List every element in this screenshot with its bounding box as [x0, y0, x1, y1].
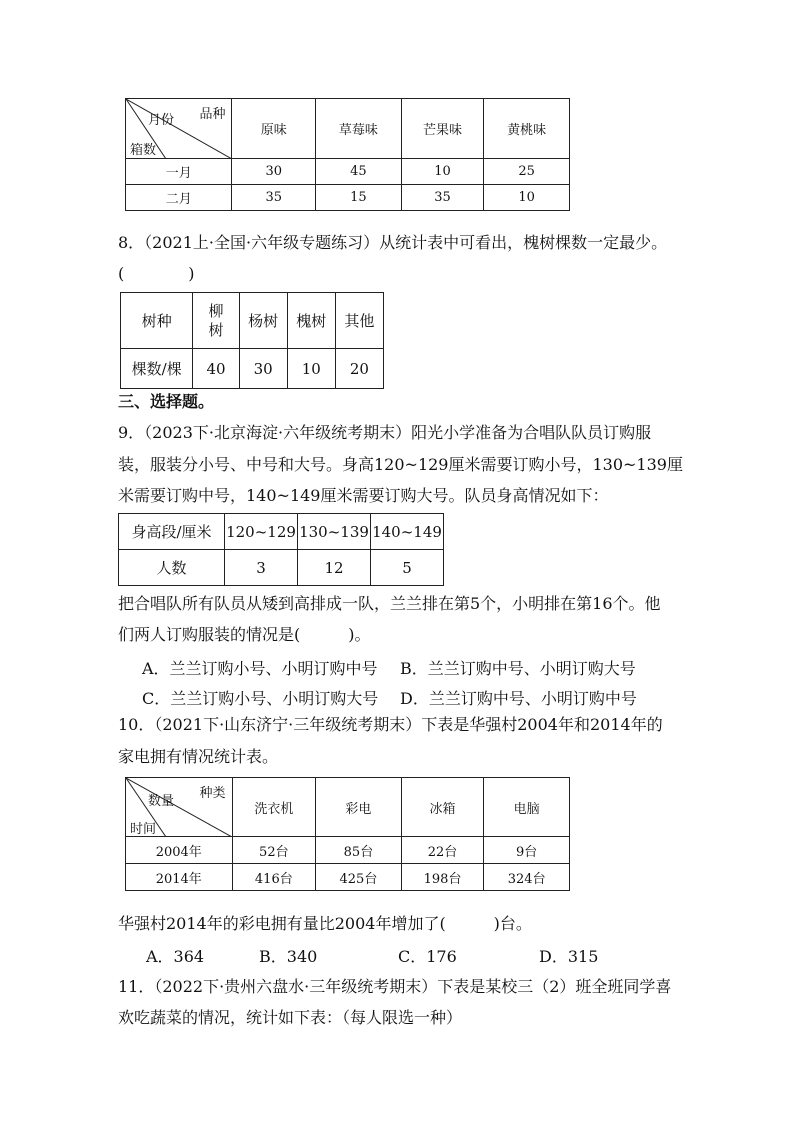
option-b[interactable]: B．兰兰订购中号、小明订购大号	[400, 659, 636, 678]
table-cell: 45	[316, 159, 402, 185]
option-c[interactable]: C．176	[398, 947, 457, 966]
question-11-line-2: 欢吃蔬菜的情况，统计如下表：（每人限选一种）	[118, 1008, 463, 1027]
flavor-sales-table	[125, 98, 570, 211]
table-cell: 5	[371, 550, 444, 586]
table-cell: 52台	[232, 837, 316, 864]
column-header: 电脑	[484, 778, 570, 837]
table-cell: 35	[232, 185, 316, 211]
column-header: 洗衣机	[232, 778, 316, 837]
corner-top-right: 种类	[199, 786, 226, 801]
table-cell: 9台	[484, 837, 570, 864]
corner-top-right: 品种	[199, 107, 226, 122]
table-cell: 35	[401, 185, 484, 211]
table-corner-cell	[126, 99, 232, 159]
table-cell: 40	[193, 349, 239, 389]
column-header: 140~149	[371, 514, 444, 550]
column-header: 130~139	[298, 514, 371, 550]
table-cell: 425台	[316, 864, 402, 891]
table-cell: 85台	[316, 837, 402, 864]
appliance-table	[125, 777, 570, 891]
table-row	[119, 550, 444, 586]
table-cell: 10	[484, 185, 570, 211]
question-11-line-1: 11．（2022下·贵州六盘水·三年级统考期末）下表是某校三（2）班全班同学喜	[118, 977, 672, 996]
section-title: 三、选择题。	[118, 392, 215, 411]
table-row	[126, 864, 570, 891]
row-label: 人数	[119, 550, 225, 586]
option-d[interactable]: D．兰兰订购中号、小明订购中号	[400, 689, 637, 708]
table-cell: 324台	[484, 864, 570, 891]
question-10-line-2: 家电拥有情况统计表。	[118, 747, 279, 766]
row-label: 二月	[126, 185, 232, 211]
row-header: 身高段/厘米	[119, 514, 225, 550]
column-header: 黄桃味	[484, 99, 570, 159]
table-row	[126, 837, 570, 864]
column-header	[193, 293, 239, 349]
column-header: 杨树	[239, 293, 287, 349]
tree-count-table	[120, 292, 384, 389]
table-cell: 198台	[401, 864, 484, 891]
question-10-line-3: 华强村2014年的彩电拥有量比2004年增加了( )台。	[118, 914, 532, 933]
table-cell: 12	[298, 550, 371, 586]
column-header: 120~129	[225, 514, 298, 550]
row-label: 2004年	[126, 837, 233, 864]
question-10-line-1: 10．（2021下·山东济宁·三年级统考期末）下表是华强村2004年和2014年的	[118, 715, 663, 734]
table-cell: 30	[232, 159, 316, 185]
table-corner-cell	[126, 778, 233, 837]
table-cell: 30	[239, 349, 287, 389]
table-cell: 10	[401, 159, 484, 185]
table-cell: 20	[335, 349, 383, 389]
option-d[interactable]: D．315	[539, 947, 599, 966]
row-label: 一月	[126, 159, 232, 185]
table-cell: 416台	[232, 864, 316, 891]
corner-middle-left: 数量	[148, 794, 175, 809]
question-9-line-3: 米需要订购中号，140~149厘米需要订购大号。队员身高情况如下：	[118, 486, 609, 505]
column-header: 芒果味	[401, 99, 484, 159]
row-header: 树种	[121, 293, 193, 349]
column-header: 草莓味	[316, 99, 402, 159]
table-row	[126, 185, 570, 211]
column-header: 其他	[335, 293, 383, 349]
table-cell: 10	[287, 349, 335, 389]
table-row	[126, 159, 570, 185]
corner-middle-left: 月份	[148, 113, 175, 128]
row-label: 棵数/棵	[121, 349, 193, 389]
question-9-line-4: 把合唱队所有队员从矮到高排成一队，兰兰排在第5个，小明排在第16个。他	[118, 594, 661, 613]
question-8-answer-blank[interactable]: ( )	[118, 264, 195, 283]
option-c[interactable]: C．兰兰订购小号、小明订购大号	[142, 689, 379, 708]
table-cell: 15	[316, 185, 402, 211]
column-header-text: 柳树	[208, 301, 224, 339]
table-cell: 25	[484, 159, 570, 185]
column-header: 原味	[232, 99, 316, 159]
height-table	[118, 513, 444, 586]
option-a[interactable]: A．兰兰订购小号、小明订购中号	[142, 659, 378, 678]
option-b[interactable]: B．340	[259, 947, 318, 966]
row-label: 2014年	[126, 864, 233, 891]
table-cell: 22台	[401, 837, 484, 864]
column-header: 彩电	[316, 778, 402, 837]
option-a[interactable]: A．364	[146, 947, 205, 966]
column-header: 冰箱	[401, 778, 484, 837]
corner-bottom-left: 箱数	[130, 143, 157, 158]
question-8-text: 8．（2021上·全国·六年级专题练习）从统计表中可看出，槐树棵数一定最少。	[118, 233, 668, 252]
corner-bottom-left: 时间	[130, 822, 157, 837]
question-9-line-1: 9．（2023下·北京海淀·六年级统考期末）阳光小学准备为合唱队队员订购服	[118, 423, 652, 442]
question-9-line-5: 们两人订购服装的情况是( )。	[118, 625, 371, 644]
table-row	[121, 349, 384, 389]
table-cell: 3	[225, 550, 298, 586]
column-header: 槐树	[287, 293, 335, 349]
question-9-line-2: 装，服装分小号、中号和大号。身高120~129厘米需要订购小号，130~139厘	[118, 455, 683, 474]
